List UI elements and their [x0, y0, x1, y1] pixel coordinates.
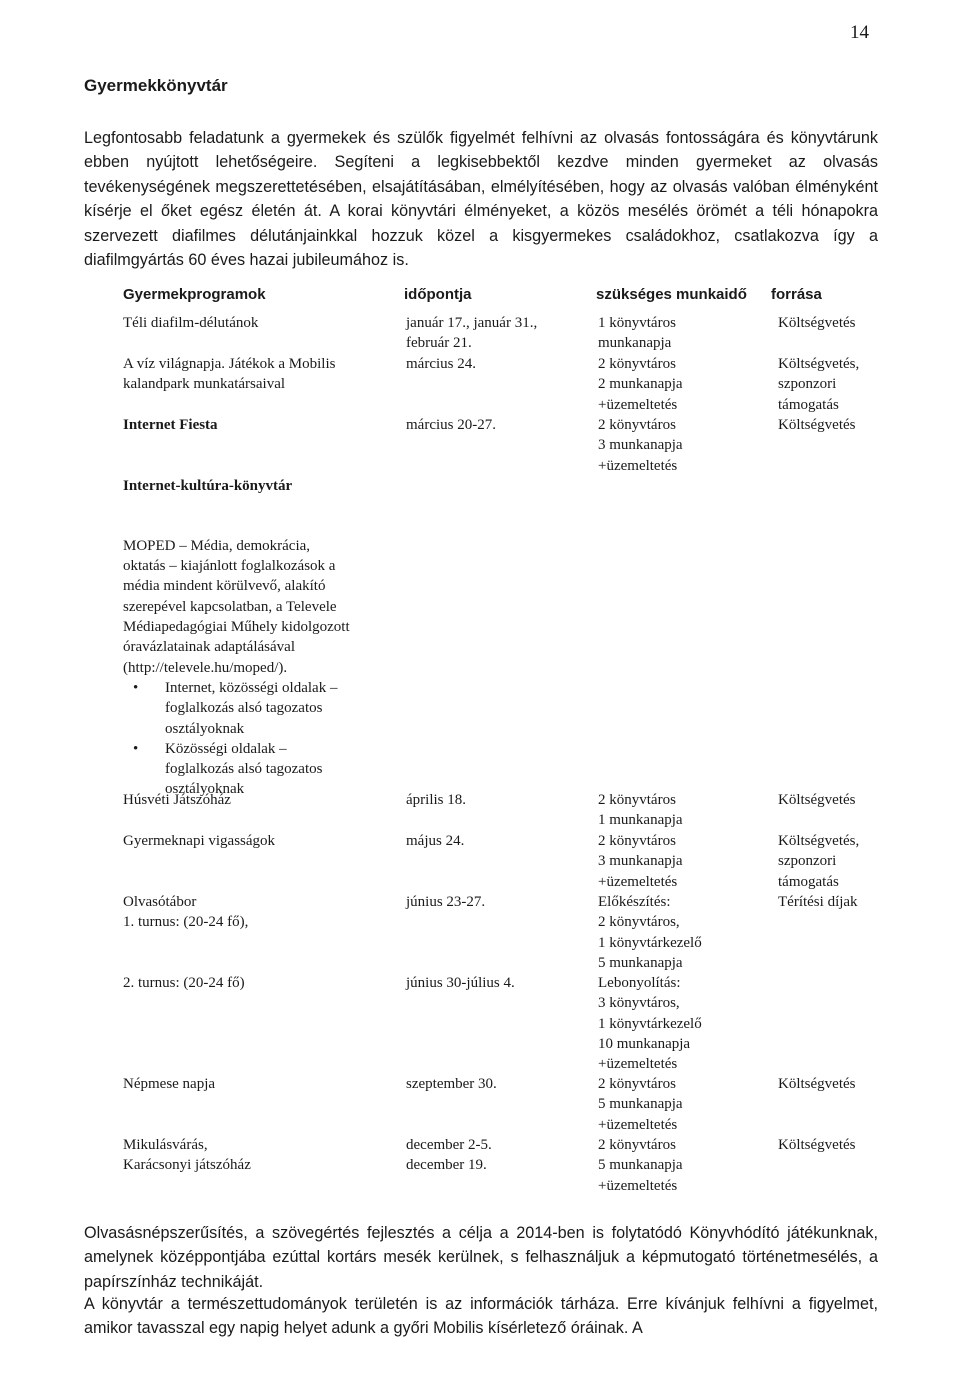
section-heading: Gyermekkönyvtár [84, 76, 228, 95]
cell-line: Téli diafilm-délutánok [123, 315, 259, 331]
cell-line: osztályoknak [165, 781, 245, 798]
program-title: Internet-kultúra-könyvtár [123, 477, 293, 494]
cell-line: 1 könyvtárkezelő [598, 1015, 702, 1032]
cell-line: A víz világnapja. Játékok a Mobilis [123, 356, 336, 372]
table-header-work: szükséges munkaidő [596, 286, 747, 303]
cell-line: 1 könyvtáros [598, 315, 676, 331]
work-cell [598, 313, 763, 354]
work-cell [598, 415, 763, 476]
cell-line: Költségvetés [778, 315, 856, 331]
date-cell [406, 790, 586, 810]
table-header-source: forrása [771, 286, 822, 303]
blank-line [123, 435, 383, 455]
cell-line: 1. turnus: (20-24 fő), [123, 914, 249, 931]
cell-line: média mindent körülvevő, alakító [123, 578, 326, 595]
list-item [123, 678, 383, 739]
bullet-icon: • [133, 740, 139, 757]
date-cell [406, 354, 586, 374]
cell-line: Húsvéti Játszóház [123, 792, 231, 808]
work-cell [598, 831, 763, 892]
cell-line: június 30-július 4. [406, 975, 515, 991]
source-cell [778, 1074, 918, 1094]
cell-line: (http://televele.hu/moped/). [123, 659, 288, 676]
cell-line: 5 munkanapja [598, 1157, 683, 1174]
outro-paragraph: Olvasásnépszerűsítés, a szövegértés fejlesztés a célja a 2014-ben is folytatódó Könyvhódító játékunknak, amelynek középpontjába ezúttal kortárs mesék kerülnek, s felhasználjuk a képmutogató történetmesélés, a papírszínház technikáját. [84, 1224, 878, 1291]
cell-line: február 21. [406, 335, 472, 352]
page-number: 14 [850, 22, 869, 43]
cell-line: Költségvetés, [778, 833, 860, 849]
cell-line: 2 könyvtáros [598, 792, 676, 808]
date-cell [406, 892, 586, 912]
cell-line: 2 könyvtáros, [598, 914, 680, 931]
date-cell [406, 313, 586, 354]
program-cell [123, 892, 383, 933]
cell-line: 3 munkanapja [598, 437, 683, 454]
work-cell [598, 1074, 763, 1135]
work-cell [598, 790, 763, 831]
table-header-date: időpontja [404, 286, 472, 303]
cell-line: Közösségi oldalak – [165, 740, 287, 757]
cell-line: 2 könyvtáros [598, 1137, 676, 1153]
date-cell [406, 415, 586, 435]
cell-line: március 20-27. [406, 417, 496, 433]
cell-line: Karácsonyi játszóház [123, 1157, 251, 1174]
date-cell [406, 831, 586, 851]
cell-line: szeptember 30. [406, 1076, 497, 1092]
cell-line: szerepével kapcsolatban, a Televele [123, 598, 337, 615]
program-cell [123, 831, 383, 851]
cell-line: április 18. [406, 792, 466, 808]
work-cell [598, 354, 763, 415]
cell-line: 10 munkanapja [598, 1036, 691, 1053]
cell-line: Lebonyolítás: [598, 975, 681, 992]
cell-line: +üzemeltetés [598, 1177, 678, 1194]
cell-line: június 23-27. [406, 894, 486, 910]
program-cell [123, 354, 383, 395]
cell-line: Előkészítés: [598, 894, 671, 910]
source-cell [778, 415, 918, 435]
cell-line: 3 könyvtáros, [598, 995, 680, 1012]
program-cell [123, 1135, 383, 1176]
cell-line: Költségvetés [778, 1137, 856, 1153]
cell-line: oktatás – kiajánlott foglalkozások a [123, 558, 336, 575]
spacer [123, 496, 383, 536]
work-cell [598, 892, 763, 1075]
intro-paragraph: Legfontosabb feladatunk a gyermekek és szülők figyelmét felhívni az olvasás fontosságára és könyvtárunk ebben nyújtott lehetőségeire. Segíteni a legkisebbektől kezdve minden gyermeket az olvasás tevékenységének megszerettetésében, elsajátításában, elmélyítésében, hogy az olvasás valóban élményként kísérje el őket egész életén át. A korai könyvtári élményeket, a közös mesélés örömét a téli hónapokra szervezett diafilmes délutánjainkkal hozzuk közel a kisgyermekes családokhoz, csatlakozva így a diafilmgyártás 60 éves hazai jubileumához is. [84, 129, 878, 270]
cell-line: január 17., január 31., [406, 315, 538, 331]
cell-line: december 2-5. [406, 1137, 492, 1153]
cell-line: Internet, közösségi oldalak – [165, 679, 338, 696]
table-header-programs: Gyermekprogramok [123, 286, 266, 303]
cell-line: foglalkozás alsó tagozatos [165, 761, 323, 778]
bullet-icon: • [133, 679, 139, 696]
cell-line: 1 könyvtárkezelő [598, 934, 702, 951]
cell-line: 2 könyvtáros [598, 1076, 676, 1092]
program-cell [123, 1074, 383, 1094]
cell-line: május 24. [406, 833, 465, 849]
cell-line: +üzemeltetés [598, 1116, 678, 1133]
cell-line: 5 munkanapja [598, 1096, 683, 1113]
source-cell [778, 790, 918, 810]
cell-line: szponzori [778, 376, 837, 393]
cell-line: +üzemeltetés [598, 457, 678, 474]
cell-line: Térítési díjak [778, 894, 858, 910]
cell-line: 1 munkanapja [598, 812, 683, 829]
cell-line: 2 könyvtáros [598, 417, 676, 433]
cell-line: Mikulásvárás, [123, 1137, 208, 1153]
cell-line: 5 munkanapja [598, 954, 683, 971]
cell-line: Gyermeknapi vigasságok [123, 833, 276, 849]
cell-line: Költségvetés [778, 1076, 856, 1092]
cell-line: Médiapedagógiai Műhely kidolgozott [123, 619, 350, 636]
cell-line: +üzemeltetés [598, 873, 678, 890]
cell-line: 2 munkanapja [598, 376, 683, 393]
cell-line: 2 könyvtáros [598, 833, 676, 849]
source-cell [778, 831, 918, 892]
work-cell [598, 1135, 763, 1196]
date-cell [406, 1074, 586, 1094]
cell-line: óravázlatainak adaptálásával [123, 639, 295, 656]
cell-line: támogatás [778, 396, 839, 413]
cell-line: Népmese napja [123, 1076, 216, 1092]
program-cell [123, 313, 383, 333]
cell-line: december 19. [406, 1157, 487, 1174]
cell-line: támogatás [778, 873, 839, 890]
source-cell [778, 313, 918, 333]
source-cell [778, 354, 918, 415]
cell-line: Költségvetés [778, 417, 856, 433]
cell-line: foglalkozás alsó tagozatos [165, 700, 323, 717]
cell-line: március 24. [406, 356, 476, 372]
program-title: Internet Fiesta [123, 417, 218, 433]
cell-line: MOPED – Média, demokrácia, [123, 537, 311, 554]
bullet-list [123, 678, 383, 800]
cell-line: osztályoknak [165, 720, 245, 737]
cell-line: +üzemeltetés [598, 396, 678, 413]
cell-line: Költségvetés [778, 792, 856, 808]
outro-paragraph-2: A könyvtár a természettudományok területén is az információk tárháza. Erre kívánjuk felhívni a figyelmet, amikor tavasszal egy napig helyet adunk a győri Mobilis kísérletező óráinak. A [84, 1295, 878, 1338]
program-cell [123, 790, 383, 810]
date-cell [406, 973, 586, 993]
program-cell [123, 415, 383, 800]
cell-line: 3 munkanapja [598, 853, 683, 870]
cell-line: szponzori [778, 853, 837, 870]
cell-line: kalandpark munkatársaival [123, 376, 286, 393]
program-cell [123, 973, 383, 993]
cell-line: munkanapja [598, 335, 672, 352]
cell-line: 2. turnus: (20-24 fő) [123, 975, 245, 991]
cell-line: 2 könyvtáros [598, 356, 676, 372]
source-cell [778, 1135, 918, 1155]
date-cell [406, 1135, 586, 1176]
cell-line: +üzemeltetés [598, 1056, 678, 1073]
source-cell [778, 892, 918, 912]
cell-line: Olvasótábor [123, 894, 197, 910]
cell-line: Költségvetés, [778, 356, 860, 372]
